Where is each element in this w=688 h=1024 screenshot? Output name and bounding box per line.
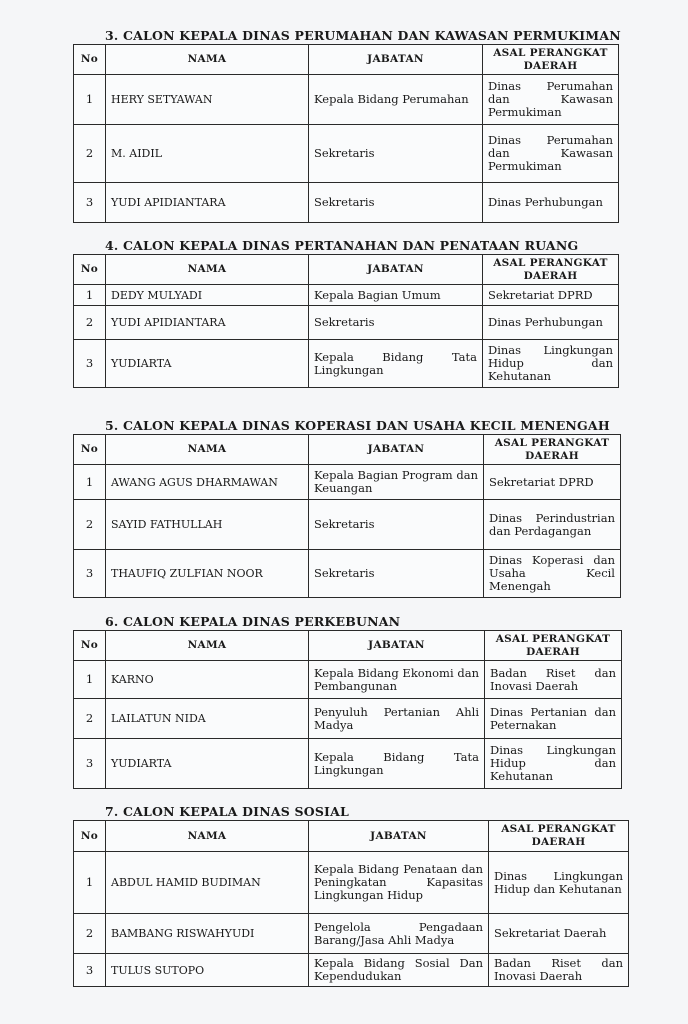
section-title: 3. CALON KEPALA DINAS PERUMAHAN DAN KAWASAN PERMUKIMAN bbox=[105, 28, 621, 43]
row-asal: Dinas Perumahan dan Kawasan Permukiman bbox=[483, 125, 619, 183]
row-no: 2 bbox=[74, 306, 106, 340]
row-nama: DEDY MULYADI bbox=[106, 285, 309, 306]
row-no: 2 bbox=[74, 500, 106, 550]
row-no: 2 bbox=[74, 914, 106, 954]
section-title: 4. CALON KEPALA DINAS PERTANAHAN DAN PENATAAN RUANG bbox=[105, 238, 579, 253]
table-row bbox=[74, 954, 629, 987]
row-no: 3 bbox=[74, 550, 106, 598]
candidate-table bbox=[73, 254, 619, 388]
candidate-table bbox=[73, 44, 619, 223]
header-asal: ASAL PERANGKAT DAERAH bbox=[484, 435, 621, 465]
row-nama: YUDIARTA bbox=[106, 739, 309, 789]
table-row bbox=[74, 500, 621, 550]
table-header-row bbox=[74, 821, 629, 852]
row-nama: TULUS SUTOPO bbox=[106, 954, 309, 987]
header-jabatan: JABATAN bbox=[309, 821, 489, 852]
row-jabatan: Sekretaris bbox=[309, 125, 483, 183]
row-jabatan: Sekretaris bbox=[309, 550, 484, 598]
row-no: 1 bbox=[74, 285, 106, 306]
header-asal: ASAL PERANGKAT DAERAH bbox=[483, 255, 619, 285]
row-asal: Sekretariat Daerah bbox=[489, 914, 629, 954]
row-jabatan: Pengelola Pengadaan Barang/Jasa Ahli Madya bbox=[309, 914, 489, 954]
row-asal: Sekretariat DPRD bbox=[484, 465, 621, 500]
section-7 bbox=[73, 804, 629, 987]
row-jabatan: Kepala Bagian Umum bbox=[309, 285, 483, 306]
row-jabatan: Kepala Bidang Ekonomi dan Pembangunan bbox=[309, 661, 485, 699]
row-no: 1 bbox=[74, 465, 106, 500]
header-no: No bbox=[74, 45, 106, 75]
table-row bbox=[74, 661, 622, 699]
row-asal: Dinas Lingkungan Hidup dan Kehutanan bbox=[489, 852, 629, 914]
row-no: 2 bbox=[74, 125, 106, 183]
header-asal: ASAL PERANGKAT DAERAH bbox=[489, 821, 629, 852]
row-no: 2 bbox=[74, 699, 106, 739]
row-asal: Dinas Perumahan dan Kawasan Permukiman bbox=[483, 75, 619, 125]
section-4 bbox=[73, 238, 619, 388]
table-row bbox=[74, 183, 619, 223]
row-asal: Badan Riset dan Inovasi Daerah bbox=[485, 661, 622, 699]
row-jabatan: Kepala Bidang Tata Lingkungan bbox=[309, 739, 485, 789]
table-row bbox=[74, 699, 622, 739]
row-nama: ABDUL HAMID BUDIMAN bbox=[106, 852, 309, 914]
row-jabatan: Penyuluh Pertanian Ahli Madya bbox=[309, 699, 485, 739]
header-nama: NAMA bbox=[106, 435, 309, 465]
section-3 bbox=[73, 28, 621, 223]
row-asal: Dinas Perindustrian dan Perdagangan bbox=[484, 500, 621, 550]
table-row bbox=[74, 306, 619, 340]
row-nama: SAYID FATHULLAH bbox=[106, 500, 309, 550]
row-no: 1 bbox=[74, 661, 106, 699]
header-nama: NAMA bbox=[106, 821, 309, 852]
table-row bbox=[74, 340, 619, 388]
section-title: 5. CALON KEPALA DINAS KOPERASI DAN USAHA KECIL MENENGAH bbox=[105, 418, 610, 433]
header-nama: NAMA bbox=[106, 45, 309, 75]
candidate-table bbox=[73, 434, 621, 598]
header-nama: NAMA bbox=[106, 631, 309, 661]
row-asal: Dinas Perhubungan bbox=[483, 306, 619, 340]
section-title: 6. CALON KEPALA DINAS PERKEBUNAN bbox=[105, 614, 401, 629]
header-no: No bbox=[74, 255, 106, 285]
row-no: 1 bbox=[74, 852, 106, 914]
row-asal: Dinas Lingkungan Hidup dan Kehutanan bbox=[483, 340, 619, 388]
header-asal: ASAL PERANGKAT DAERAH bbox=[483, 45, 619, 75]
row-asal: Dinas Perhubungan bbox=[483, 183, 619, 223]
row-jabatan: Sekretaris bbox=[309, 500, 484, 550]
candidate-table bbox=[73, 820, 629, 987]
section-6 bbox=[73, 614, 622, 789]
row-nama: YUDIARTA bbox=[106, 340, 309, 388]
row-jabatan: Kepala Bagian Program dan Keuangan bbox=[309, 465, 484, 500]
row-nama: AWANG AGUS DHARMAWAN bbox=[106, 465, 309, 500]
table-header-row bbox=[74, 435, 621, 465]
row-nama: M. AIDIL bbox=[106, 125, 309, 183]
row-no: 3 bbox=[74, 739, 106, 789]
header-jabatan: JABATAN bbox=[309, 631, 485, 661]
row-nama: BAMBANG RISWAHYUDI bbox=[106, 914, 309, 954]
table-row bbox=[74, 550, 621, 598]
header-nama: NAMA bbox=[106, 255, 309, 285]
section-5 bbox=[73, 418, 621, 598]
section-title: 7. CALON KEPALA DINAS SOSIAL bbox=[105, 804, 349, 819]
row-asal: Dinas Pertanian dan Peternakan bbox=[485, 699, 622, 739]
table-row bbox=[74, 852, 629, 914]
row-nama: KARNO bbox=[106, 661, 309, 699]
table-row bbox=[74, 739, 622, 789]
header-no: No bbox=[74, 821, 106, 852]
row-jabatan: Kepala Bidang Tata Lingkungan bbox=[309, 340, 483, 388]
header-no: No bbox=[74, 435, 106, 465]
row-asal: Badan Riset dan Inovasi Daerah bbox=[489, 954, 629, 987]
row-asal: Dinas Lingkungan Hidup dan Kehutanan bbox=[485, 739, 622, 789]
row-nama: YUDI APIDIANTARA bbox=[106, 306, 309, 340]
row-asal: Dinas Koperasi dan Usaha Kecil Menengah bbox=[484, 550, 621, 598]
table-row bbox=[74, 75, 619, 125]
row-jabatan: Kepala Bidang Sosial Dan Kependudukan bbox=[309, 954, 489, 987]
row-no: 3 bbox=[74, 954, 106, 987]
table-header-row bbox=[74, 631, 622, 661]
header-jabatan: JABATAN bbox=[309, 255, 483, 285]
table-header-row bbox=[74, 255, 619, 285]
table-header-row bbox=[74, 45, 619, 75]
header-asal: ASAL PERANGKAT DAERAH bbox=[485, 631, 622, 661]
row-asal: Sekretariat DPRD bbox=[483, 285, 619, 306]
row-jabatan: Kepala Bidang Penataan dan Peningkatan Kapasitas Lingkungan Hidup bbox=[309, 852, 489, 914]
table-row bbox=[74, 465, 621, 500]
row-nama: YUDI APIDIANTARA bbox=[106, 183, 309, 223]
header-no: No bbox=[74, 631, 106, 661]
header-jabatan: JABATAN bbox=[309, 45, 483, 75]
row-jabatan: Kepala Bidang Perumahan bbox=[309, 75, 483, 125]
header-jabatan: JABATAN bbox=[309, 435, 484, 465]
row-no: 1 bbox=[74, 75, 106, 125]
row-jabatan: Sekretaris bbox=[309, 306, 483, 340]
table-row bbox=[74, 125, 619, 183]
row-no: 3 bbox=[74, 183, 106, 223]
row-no: 3 bbox=[74, 340, 106, 388]
table-row bbox=[74, 285, 619, 306]
row-nama: LAILATUN NIDA bbox=[106, 699, 309, 739]
row-nama: THAUFIQ ZULFIAN NOOR bbox=[106, 550, 309, 598]
candidate-table bbox=[73, 630, 622, 789]
row-nama: HERY SETYAWAN bbox=[106, 75, 309, 125]
table-row bbox=[74, 914, 629, 954]
row-jabatan: Sekretaris bbox=[309, 183, 483, 223]
